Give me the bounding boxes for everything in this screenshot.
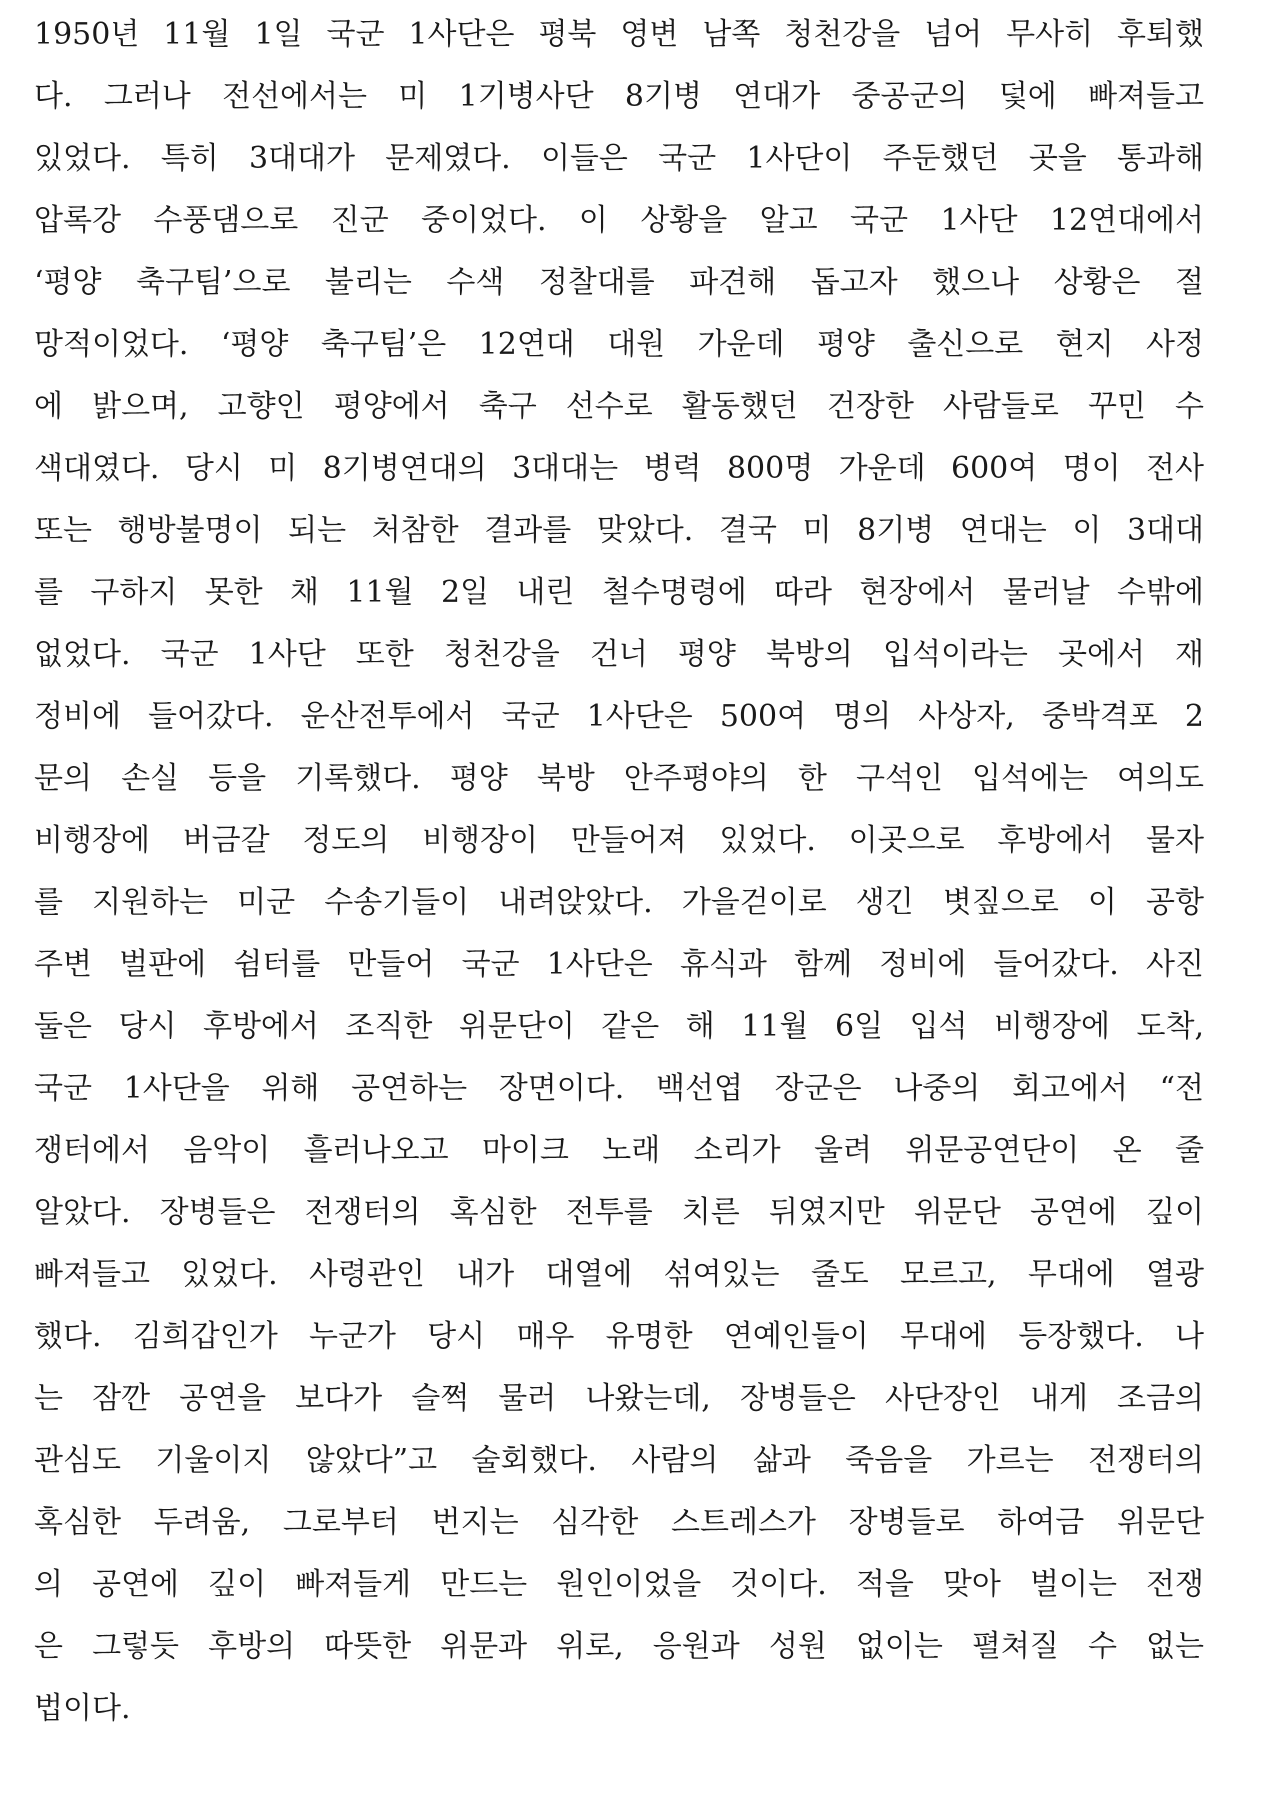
paragraph-line: 를 지원하는 미군 수송기들이 내려앉았다. 가을걷이로 생긴 볏짚으로 이 공항 [34, 885, 1204, 920]
body-paragraph [34, 4, 1204, 1740]
paragraph-line: 를 구하지 못한 채 11월 2일 내린 철수명령에 따라 현장에서 물러날 수밖에 [34, 575, 1204, 610]
paragraph-line: 없었다. 국군 1사단 또한 청천강을 건너 평양 북방의 입석이라는 곳에서 재 [34, 637, 1204, 672]
paragraph-line: 있었다. 특히 3대대가 문제였다. 이들은 국군 1사단이 주둔했던 곳을 통과해 [34, 141, 1204, 176]
paragraph-line: 빠져들고 있었다. 사령관인 내가 대열에 섞여있는 줄도 모르고, 무대에 열광 [34, 1257, 1204, 1292]
paragraph-line: 비행장에 버금갈 정도의 비행장이 만들어져 있었다. 이곳으로 후방에서 물자 [34, 823, 1204, 858]
paragraph-line: 국군 1사단을 위해 공연하는 장면이다. 백선엽 장군은 나중의 회고에서 “전 [34, 1071, 1204, 1106]
paragraph-line: 색대였다. 당시 미 8기병연대의 3대대는 병력 800명 가운데 600여 명이 전사 [34, 451, 1204, 486]
paragraph-line: 다. 그러나 전선에서는 미 1기병사단 8기병 연대가 중공군의 덫에 빠져들고 [34, 79, 1204, 114]
paragraph-line: 의 공연에 깊이 빠져들게 만드는 원인이었을 것이다. 적을 맞아 벌이는 전쟁 [34, 1567, 1204, 1602]
paragraph-line: 또는 행방불명이 되는 처참한 결과를 맞았다. 결국 미 8기병 연대는 이 3대대 [34, 513, 1204, 548]
paragraph-line: 주변 벌판에 쉼터를 만들어 국군 1사단은 휴식과 함께 정비에 들어갔다. 사진 [34, 947, 1204, 982]
paragraph-line: 알았다. 장병들은 전쟁터의 혹심한 전투를 치른 뒤였지만 위문단 공연에 깊이 [34, 1195, 1204, 1230]
paragraph-line: 문의 손실 등을 기록했다. 평양 북방 안주평야의 한 구석인 입석에는 여의도 [34, 761, 1204, 796]
paragraph-line: 망적이었다. ‘평양 축구팀’은 12연대 대원 가운데 평양 출신으로 현지 사정 [34, 327, 1204, 362]
paragraph-line: 혹심한 두려움, 그로부터 번지는 심각한 스트레스가 장병들로 하여금 위문단 [34, 1505, 1204, 1540]
paragraph-line: 압록강 수풍댐으로 진군 중이었다. 이 상황을 알고 국군 1사단 12연대에서 [34, 203, 1204, 238]
paragraph-line: 관심도 기울이지 않았다”고 술회했다. 사람의 삶과 죽음을 가르는 전쟁터의 [34, 1443, 1204, 1478]
paragraph-line: 에 밝으며, 고향인 평양에서 축구 선수로 활동했던 건장한 사람들로 꾸민 수 [34, 389, 1204, 424]
paragraph-line: 는 잠깐 공연을 보다가 슬쩍 물러 나왔는데, 장병들은 사단장인 내게 조금의 [34, 1381, 1204, 1416]
paragraph-line: 둘은 당시 후방에서 조직한 위문단이 같은 해 11월 6일 입석 비행장에 도착, [34, 1009, 1204, 1044]
paragraph-line: 1950년 11월 1일 국군 1사단은 평북 영변 남쪽 청천강을 넘어 무사히 후퇴했 [34, 17, 1204, 52]
paragraph-line: 쟁터에서 음악이 흘러나오고 마이크 노래 소리가 울려 위문공연단이 온 줄 [34, 1133, 1204, 1168]
paragraph-line: 법이다. [34, 1691, 131, 1726]
paragraph-line: 정비에 들어갔다. 운산전투에서 국군 1사단은 500여 명의 사상자, 중박격포 2 [34, 699, 1204, 734]
paragraph-line: 했다. 김희갑인가 누군가 당시 매우 유명한 연예인들이 무대에 등장했다. 나 [34, 1319, 1204, 1354]
paragraph-line: ‘평양 축구팀’으로 불리는 수색 정찰대를 파견해 돕고자 했으나 상황은 절 [34, 265, 1204, 300]
paragraph-line: 은 그렇듯 후방의 따뜻한 위문과 위로, 응원과 성원 없이는 펼쳐질 수 없는 [34, 1629, 1204, 1664]
